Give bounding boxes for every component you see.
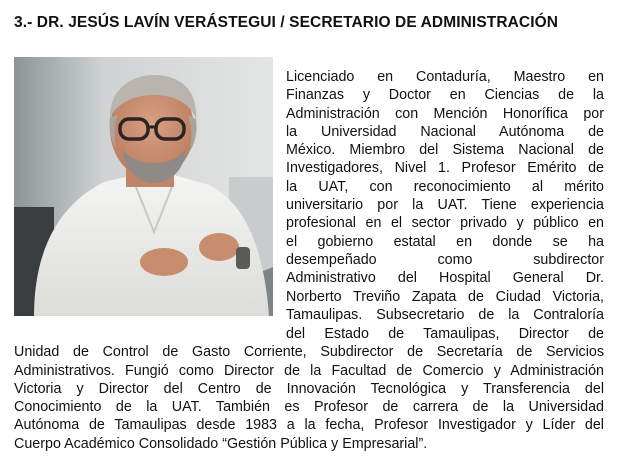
bio-text-right-column	[286, 68, 604, 324]
bio-line: universitario por la UAT. Tiene experiencia	[286, 197, 604, 214]
bio-line: Licenciado en Contaduría, Maestro en	[286, 69, 604, 85]
bio-line: Administración con Mención Honorífica por	[286, 105, 604, 122]
bio-line: profesional en el sector privado y público en	[286, 215, 604, 232]
bio-line: Tamaulipas. Subsecretario de la Contraloría	[286, 306, 604, 323]
bio-line: Unidad de Control de Gasto Corriente, Subdirector de Secretaría de Servicios	[14, 344, 604, 361]
bio-line: Cuerpo Académico Consolidado “Gestión Pública y Empresarial”.	[14, 435, 428, 452]
bio-line: Administrativos. Fungió como Director de la Facultad de Comercio y Administración	[14, 362, 604, 379]
bio-line: la UAT, con reconocimiento al mérito	[286, 178, 604, 195]
bio-line: México. Miembro del Sistema Nacional de	[286, 142, 604, 159]
portrait-illustration	[14, 57, 273, 316]
bio-line: Norberto Treviño Zapata de Ciudad Victoria,	[286, 288, 604, 305]
bio-line: Victoria y Director del Centro de Innovación Tecnológica y Transferencia del	[14, 380, 604, 397]
bio-text-full-width	[14, 325, 604, 453]
bio-line: Conocimiento de la UAT. También es Profesor de carrera de la Universidad	[14, 399, 604, 416]
bio-line: Autónoma de Tamaulipas desde 1983 a la fecha, Profesor Investigador y Líder del	[14, 417, 604, 434]
bio-line: la Universidad Nacional Autónoma de	[286, 123, 604, 140]
bio-line: Administrativo del Hospital General Dr.	[286, 270, 604, 287]
portrait-photo	[14, 57, 273, 316]
bio-line: desempeñado como subdirector	[286, 251, 604, 268]
section-heading: 3.- DR. JESÚS LAVÍN VERÁSTEGUI / SECRETARIO DE ADMINISTRACIÓN	[14, 14, 559, 31]
bio-line: el gobierno estatal en donde se ha	[286, 233, 604, 250]
bio-line: Finanzas y Doctor en Ciencias de la	[286, 87, 604, 104]
bio-line: del Estado de Tamaulipas, Director de	[286, 326, 604, 342]
bio-line: Investigadores, Nivel 1. Profesor Emérito de	[286, 160, 604, 177]
